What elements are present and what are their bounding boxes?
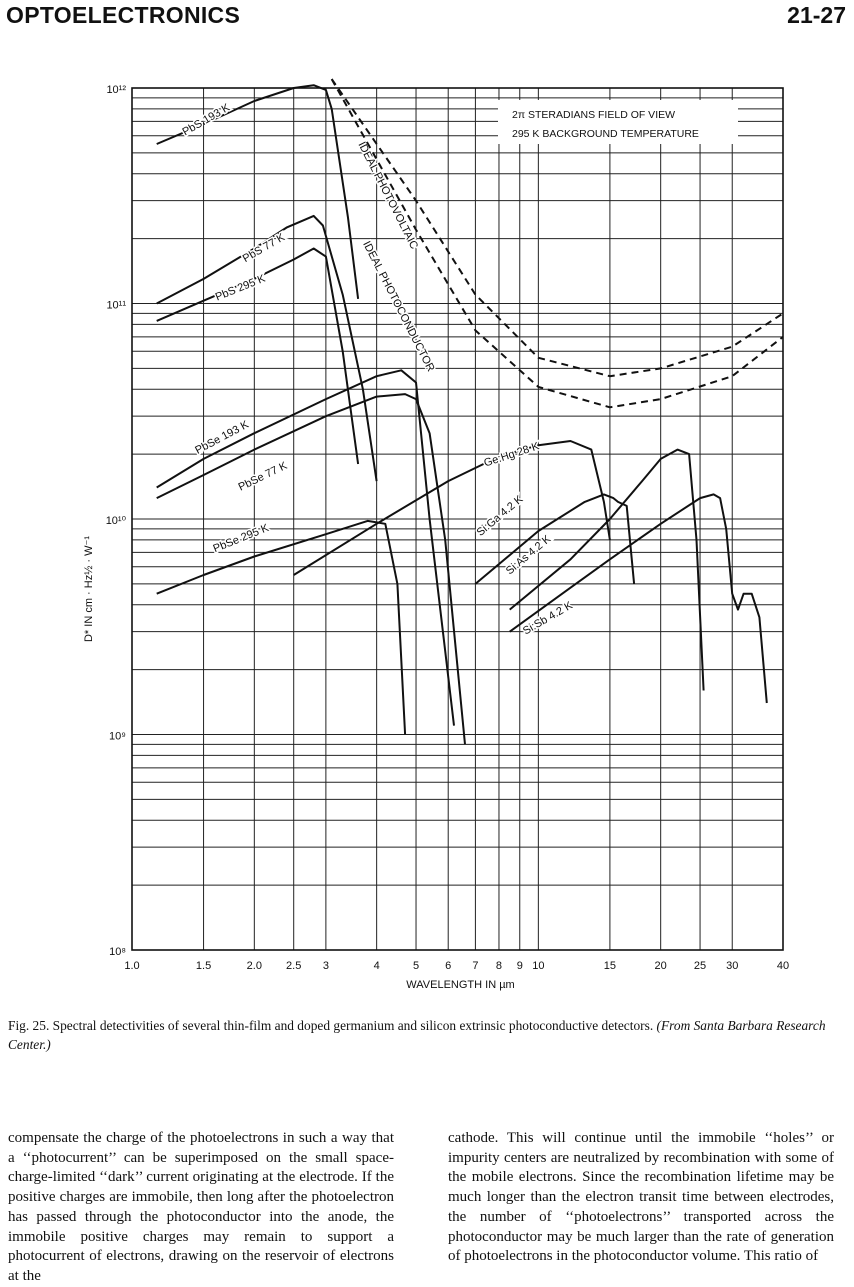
annotation-line: 295 K BACKGROUND TEMPERATURE bbox=[512, 128, 699, 140]
x-tick-label: 25 bbox=[693, 960, 707, 972]
y-tick-label: 10⁸ bbox=[109, 946, 126, 958]
series-label: PbSe 77 K bbox=[236, 459, 290, 494]
x-tick-label: 8 bbox=[495, 960, 503, 972]
chart-svg bbox=[0, 70, 854, 1000]
series-label: Si:Sb 4.2 K bbox=[521, 599, 575, 638]
y-tick-label: 10¹⁰ bbox=[105, 515, 126, 527]
series-label: PbS 295 K bbox=[213, 272, 268, 304]
caption-source: (From Santa Barbara Research Center.) bbox=[8, 1018, 826, 1052]
detectivity-chart bbox=[0, 70, 854, 1000]
figure-caption bbox=[8, 1016, 840, 1054]
body-text-left-column: compensate the charge of the photoelectrons in such a way that a ‘‘photocurrent’’ can be superimposed on the small space-charge-limited ‘‘dark’’ current originating at the electrode. If the positive charges are immobile, then long after the photoelectron has passed through the photoconductor into the anode, the immobile positive charges may remain to support a photocurrent of electrons, drawing on the reservoir of electrons at the bbox=[8, 1130, 394, 1284]
series-label: Ge:Hg 28 K bbox=[482, 440, 541, 470]
annotation-line: 2π STERADIANS FIELD OF VIEW bbox=[512, 109, 676, 121]
x-tick-label: 1.5 bbox=[195, 960, 212, 972]
x-tick-label: 7 bbox=[472, 960, 479, 972]
series-label: PbS 77 K bbox=[240, 231, 288, 266]
series-label: PbSe 193 K bbox=[193, 418, 251, 457]
y-tick-label: 10⁹ bbox=[109, 730, 126, 743]
body-text-right-column: cathode. This will continue until the immobile ‘‘holes’’ or impurity centers are neutralized by recombination with some of the mobile electrons. Since the recombination lifetime may be much longer than the electron transit time between electrodes, the number of ‘‘photoelectrons’’ transported across the photoconductor may be much larger than the rate of generation of photoelectrons in the photoconductor volume. This ratio of bbox=[448, 1130, 834, 1265]
x-tick-label: 40 bbox=[776, 960, 790, 972]
y-tick-label: 10¹² bbox=[106, 84, 126, 96]
x-tick-label: 5 bbox=[412, 960, 420, 972]
series-curve bbox=[157, 370, 454, 725]
series-label: Si:As 4.2 K bbox=[503, 533, 554, 578]
series-label: IDEAL PHOTOCONDUCTOR bbox=[360, 239, 437, 374]
x-tick-label: 9 bbox=[516, 960, 523, 972]
x-tick-label: 10 bbox=[532, 960, 545, 972]
series-curve bbox=[157, 521, 405, 735]
x-tick-label: 30 bbox=[726, 960, 739, 972]
series-label: PbSe 295 K bbox=[211, 522, 271, 556]
series-label: IDEAL PHOTOVOLTAIC bbox=[355, 139, 421, 252]
x-tick-label: 4 bbox=[373, 960, 380, 972]
x-tick-label: 1.0 bbox=[124, 960, 140, 972]
x-tick-label: 2.5 bbox=[286, 960, 302, 972]
x-tick-label: 15 bbox=[603, 960, 617, 972]
x-axis-label: WAVELENGTH IN µm bbox=[406, 979, 515, 991]
x-tick-label: 2.0 bbox=[246, 960, 262, 972]
series-label: PbS 193 K bbox=[180, 101, 233, 139]
y-tick-label: 10¹¹ bbox=[106, 299, 126, 312]
page-number: 21-27 bbox=[787, 2, 846, 28]
x-tick-label: 20 bbox=[654, 960, 667, 972]
y-axis-label: D* IN cm · Hz½ · W⁻¹ bbox=[83, 535, 95, 643]
series-curve bbox=[294, 441, 610, 575]
series-label: Si:Ga 4.2 K bbox=[474, 493, 526, 539]
running-header-section: OPTOELECTRONICS bbox=[6, 2, 241, 28]
x-tick-label: 3 bbox=[322, 960, 329, 972]
caption-text: Fig. 25. Spectral detectivities of several thin-film and doped germanium and silicon extrinsic photoconductive detectors. bbox=[8, 1018, 654, 1033]
x-tick-label: 6 bbox=[445, 960, 452, 972]
series-curve bbox=[157, 216, 377, 481]
